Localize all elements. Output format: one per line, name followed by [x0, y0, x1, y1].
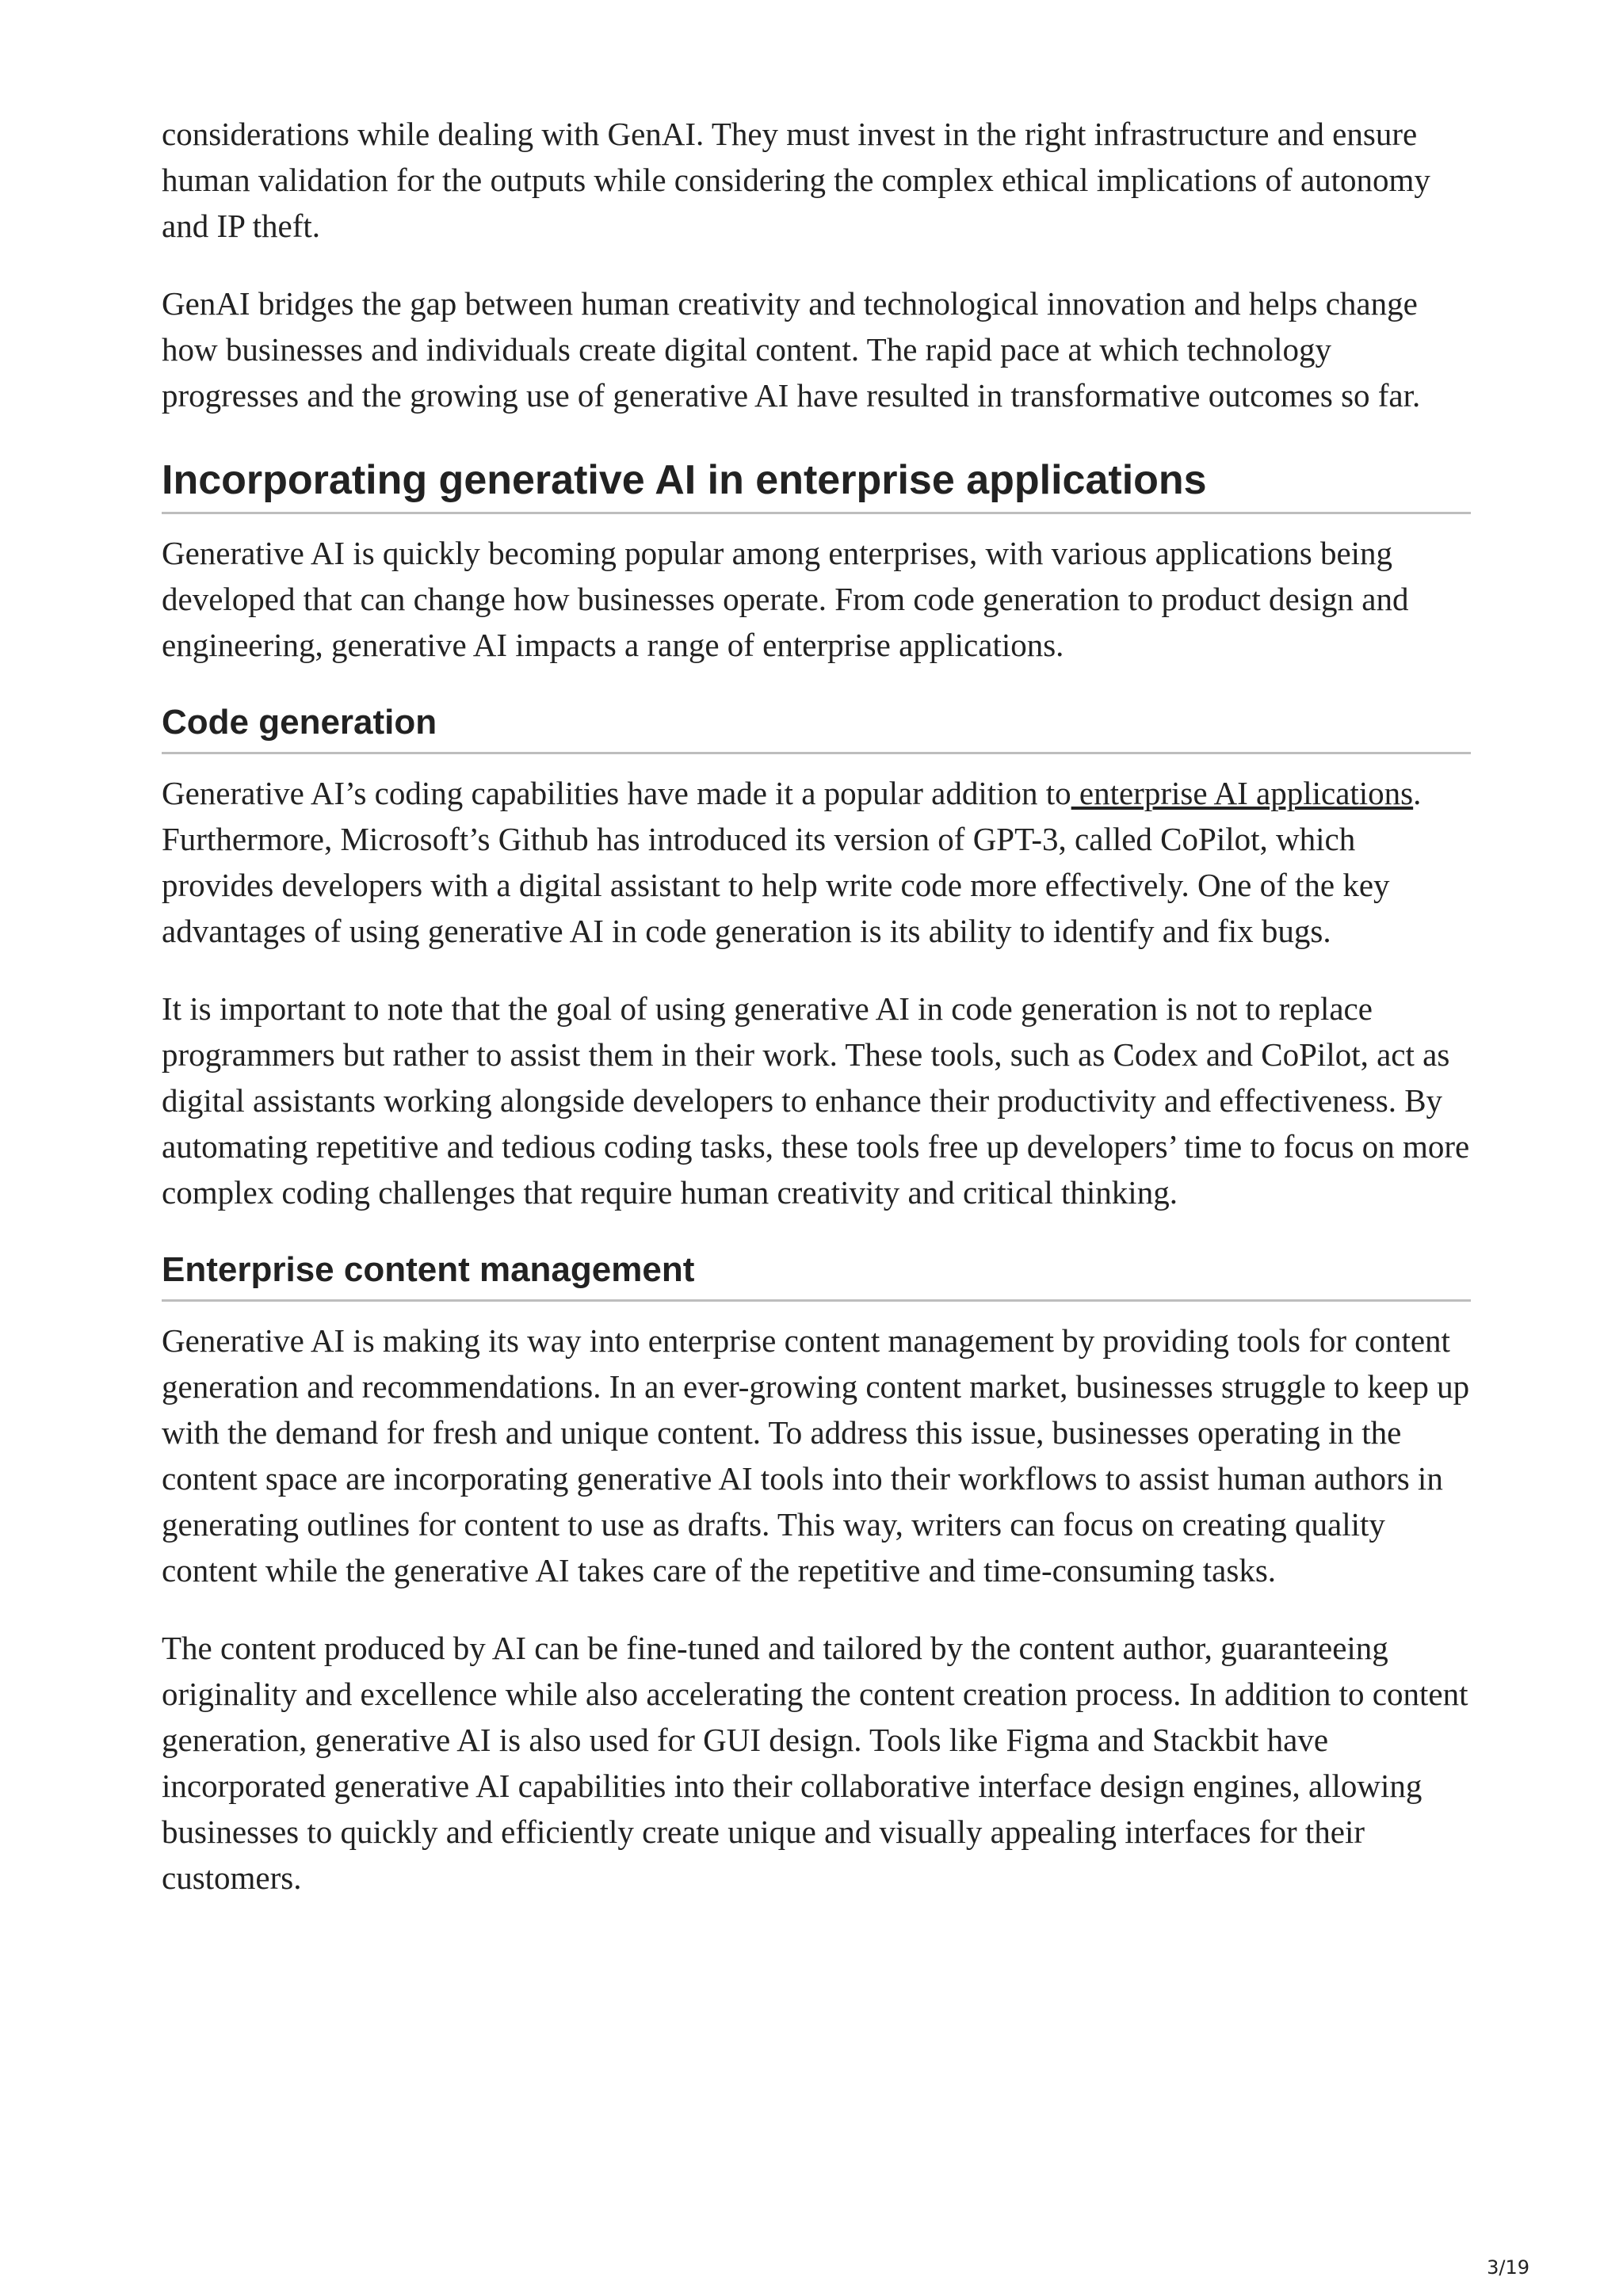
subsection-heading-content-management: Enterprise content management	[162, 1247, 1471, 1302]
intro-paragraph-2: GenAI bridges the gap between human creativity and technological innovation and helps change how businesses and individuals create digital content. The rapid pace at which technology progresses and the growing use of generative AI have resulted in transformative outcomes so far.	[162, 285, 1421, 414]
code-generation-paragraph-1	[162, 770, 1471, 954]
enterprise-applications-paragraph: Generative AI is quickly becoming popular among enterprises, with various applications being developed that can change how businesses operate. From code generation to product design and engineering, generative AI impacts a range of enterprise applications.	[162, 535, 1409, 663]
document-page	[162, 111, 1471, 1932]
enterprise-ai-applications-link[interactable]: enterprise AI applications	[1071, 775, 1414, 811]
code-generation-text-after-link: . Furthermore, Microsoft’s Github has introduced its version of GPT-3, called CoPilot, which provides developers with a digital assistant to help write code more effectively. One of the key advantages of using generative AI in code generation is its ability to identify and fix bugs.	[162, 775, 1422, 949]
code-generation-text-before-link: Generative AI’s coding capabilities have made it a popular addition to	[162, 775, 1071, 811]
page-number: 3/19	[1487, 2256, 1529, 2279]
subsection-heading-code-generation: Code generation	[162, 700, 1471, 754]
intro-paragraph-1: considerations while dealing with GenAI. They must invest in the right infrastructure and ensure human validation for the outputs while considering the complex ethical implications of autonomy and IP theft.	[162, 116, 1430, 244]
code-generation-paragraph-2: It is important to note that the goal of using generative AI in code generation is not to replace programmers but rather to assist them in their work. These tools, such as Codex and CoPilot, act as digital assistants working alongside developers to enhance their productivity and effectiveness. By automating repetitive and tedious coding tasks, these tools free up developers’ time to focus on more complex coding challenges that require human creativity and critical thinking.	[162, 990, 1470, 1211]
section-heading-enterprise-applications: Incorporating generative AI in enterprise applications	[162, 453, 1471, 514]
content-management-paragraph-1: Generative AI is making its way into enterprise content management by providing tools for content generation and recommendations. In an ever-growing content market, businesses struggle to keep up with the demand for fresh and unique content. To address this issue, businesses operating in the content space are incorporating generative AI tools into their workflows to assist human authors in generating outlines for content to use as drafts. This way, writers can focus on creating quality content while the generative AI takes care of the repetitive and time-consuming tasks.	[162, 1322, 1470, 1589]
content-management-paragraph-2: The content produced by AI can be fine-tuned and tailored by the content author, guaranteeing originality and excellence while also accelerating the content creation process. In addition to content generation, generative AI is also used for GUI design. Tools like Figma and Stackbit have incorporated generative AI capabilities into their collaborative interface design engines, allowing businesses to quickly and efficiently create unique and visually appealing interfaces for their customers.	[162, 1630, 1468, 1896]
